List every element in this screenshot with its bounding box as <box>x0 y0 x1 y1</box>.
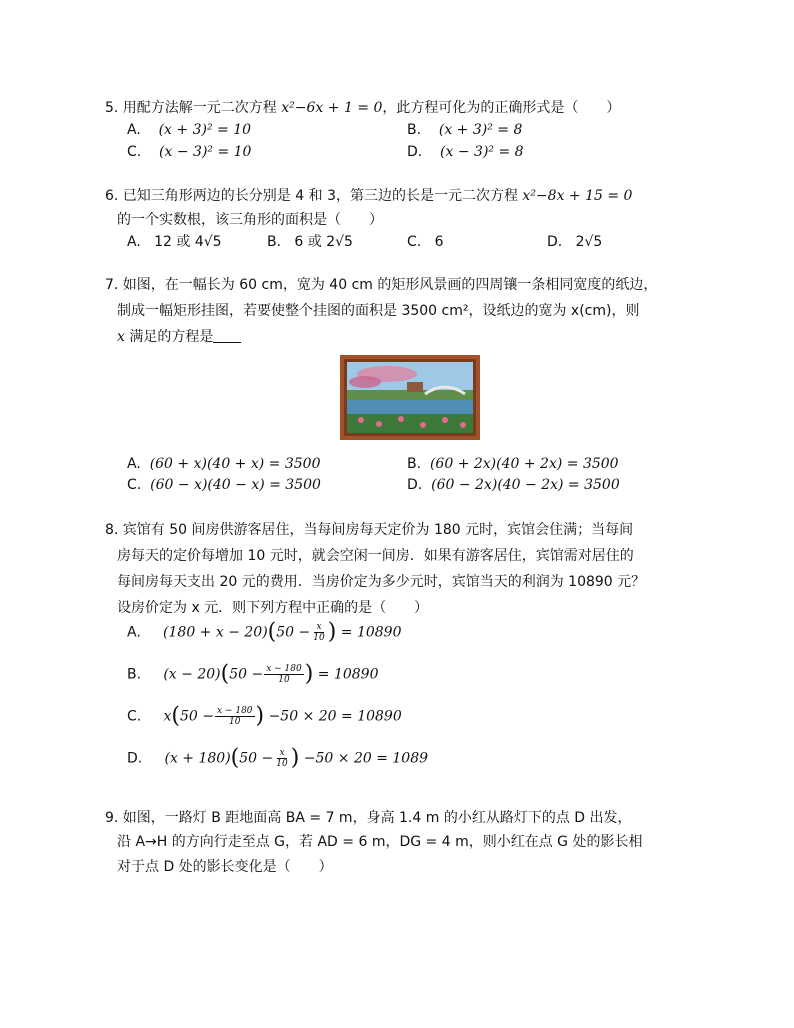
option-result: = 10890 <box>313 666 379 683</box>
option-text: (60 + 2x)(40 + 2x) = 3500 <box>429 456 619 472</box>
q6-option-c[interactable] <box>407 232 444 252</box>
option-base: 50 − <box>239 750 274 767</box>
paren-open: ( <box>171 703 180 729</box>
option-letter: B. <box>407 122 422 138</box>
fraction <box>264 664 304 685</box>
option-letter: C. <box>127 708 142 725</box>
q5-option-c[interactable] <box>127 142 251 162</box>
q9-stem-line3: 对于点 D 处的影长变化是（ ） <box>117 859 333 875</box>
q6-stem-line2: 的一个实数根，该三角形的面积是（ ） <box>117 212 383 228</box>
q8-stem-line1: 8. 宾馆有 50 间房供游客居住，当每间房每天定价为 180 元时，宾馆会住满；当每间 <box>105 522 634 538</box>
option-text: (x + 3)² = 10 <box>158 122 252 138</box>
q5-option-d[interactable] <box>407 142 524 162</box>
option-text: (60 − x)(40 − x) = 3500 <box>150 477 321 493</box>
option-text: 6 <box>434 234 444 250</box>
q8-stem-line4: 设房价定为 x 元．则下列方程中正确的是（ ） <box>117 600 429 616</box>
q7-variable: x <box>117 329 125 345</box>
q7-option-c[interactable] <box>127 475 321 495</box>
option-letter: B. <box>267 234 282 250</box>
q7-option-d[interactable] <box>407 475 620 495</box>
option-letter: C. <box>127 477 142 493</box>
paren-open: ( <box>230 745 240 771</box>
option-text: (x + 3)² = 8 <box>438 122 523 138</box>
option-base: 50 − <box>229 666 264 683</box>
option-letter: A. <box>127 122 141 138</box>
option-factor: (x − 20) <box>163 666 221 683</box>
option-text: (x − 3)² = 10 <box>159 144 252 160</box>
q5-stem <box>105 98 620 118</box>
q6-option-a[interactable] <box>127 232 222 252</box>
fraction-numerator: x <box>316 622 322 632</box>
fraction-denominator: 10 <box>278 675 290 685</box>
option-letter: D. <box>407 144 423 160</box>
option-text: 6 或 2√5 <box>294 234 353 250</box>
q9-stem-line2: 沿 A→H 的方向行走至点 G，若 AD = 6 m，DG = 4 m，则小红在点 G 处的影长相 <box>117 834 643 850</box>
option-text: (60 − 2x)(40 − 2x) = 3500 <box>431 477 620 493</box>
landscape-painting <box>340 355 480 440</box>
option-result: = 10890 <box>336 624 402 641</box>
option-text: (x − 3)² = 8 <box>440 144 524 160</box>
paren-open: ( <box>267 619 277 645</box>
option-letter: A. <box>127 234 141 250</box>
q8-option-d[interactable] <box>127 745 429 771</box>
option-result: −50 × 20 = 10890 <box>264 708 402 725</box>
q5-option-a[interactable] <box>127 120 251 140</box>
paren-open: ( <box>220 661 230 687</box>
q7-option-a[interactable] <box>127 454 320 474</box>
option-letter: D. <box>407 477 423 493</box>
option-text: (60 + x)(40 + x) = 3500 <box>149 456 321 472</box>
q8-option-b[interactable] <box>127 661 379 687</box>
q8-option-c[interactable] <box>127 703 402 729</box>
q7-stem-line3 <box>117 327 241 347</box>
option-text: 12 或 4√5 <box>154 234 222 250</box>
q6-option-b[interactable] <box>267 232 353 252</box>
fraction-numerator: x − 180 <box>266 664 302 674</box>
option-base: 50 − <box>180 708 214 725</box>
answer-blank[interactable] <box>213 328 241 343</box>
paren-close: ) <box>290 745 300 771</box>
option-letter: C. <box>407 234 422 250</box>
q6-stem-line1 <box>105 186 632 206</box>
option-factor: (180 + x − 20) <box>163 624 268 641</box>
option-factor: x <box>163 708 172 725</box>
paren-close: ) <box>255 703 265 729</box>
paren-close: ) <box>327 619 337 645</box>
option-letter: D. <box>127 750 143 767</box>
q9-stem-line1: 9. 如图，一路灯 B 距地面高 BA = 7 m，身高 1.4 m 的小红从路灯下的点 D 出发， <box>105 810 632 826</box>
option-letter: B. <box>407 456 422 472</box>
option-letter: C. <box>127 144 142 160</box>
option-result: −50 × 20 = 1089 <box>299 750 429 767</box>
q7-stem-line1: 7. 如图，在一幅长为 60 cm，宽为 40 cm 的矩形风景画的四周镶一条相同宽度的纸边， <box>105 277 658 293</box>
fraction <box>311 622 326 643</box>
fraction-numerator: x − 180 <box>217 706 253 716</box>
option-base: 50 − <box>276 624 311 641</box>
fraction-denominator: 10 <box>229 717 241 727</box>
option-text: 2√5 <box>575 234 603 250</box>
q5-stem-prefix: 5. 用配方法解一元二次方程 <box>105 100 282 116</box>
q6-equation: x²−8x + 15 = 0 <box>522 188 633 204</box>
q7-stem-line2: 制成一幅矩形挂图，若要使整个挂图的面积是 3500 cm²，设纸边的宽为 x(cm)，则 <box>117 303 640 319</box>
q6-option-d[interactable] <box>547 232 602 252</box>
q8-stem-line3: 每间房每天支出 20 元的费用．当房价定为多少元时，宾馆当天的利润为 10890 元？ <box>117 574 646 590</box>
q7-option-b[interactable] <box>407 454 619 474</box>
fraction-denominator: 10 <box>276 759 288 769</box>
q8-option-a[interactable] <box>127 619 402 645</box>
fraction <box>215 706 255 727</box>
q5-stem-suffix: ，此方程可化为的正确形式是（ ） <box>382 100 621 116</box>
option-factor: (x + 180) <box>164 750 231 767</box>
landscape-image <box>347 362 473 433</box>
q7-stem-text: 满足的方程是 <box>124 329 214 345</box>
q8-stem-line2: 房每天的定价每增加 10 元时，就会空闲一间房．如果有游客居住，宾馆需对居住的 <box>117 548 634 564</box>
option-letter: D. <box>547 234 563 250</box>
fraction-numerator: x <box>279 748 285 758</box>
option-letter: A. <box>127 624 141 641</box>
paren-close: ) <box>304 661 314 687</box>
q5-equation: x²−6x + 1 = 0 <box>281 100 383 116</box>
q6-stem-prefix: 6. 已知三角形两边的长分别是 4 和 3，第三边的长是一元二次方程 <box>105 188 523 204</box>
q5-option-b[interactable] <box>407 120 522 140</box>
option-letter: A. <box>127 456 141 472</box>
option-letter: B. <box>127 666 142 683</box>
fraction <box>274 748 289 769</box>
fraction-denominator: 10 <box>313 633 325 643</box>
